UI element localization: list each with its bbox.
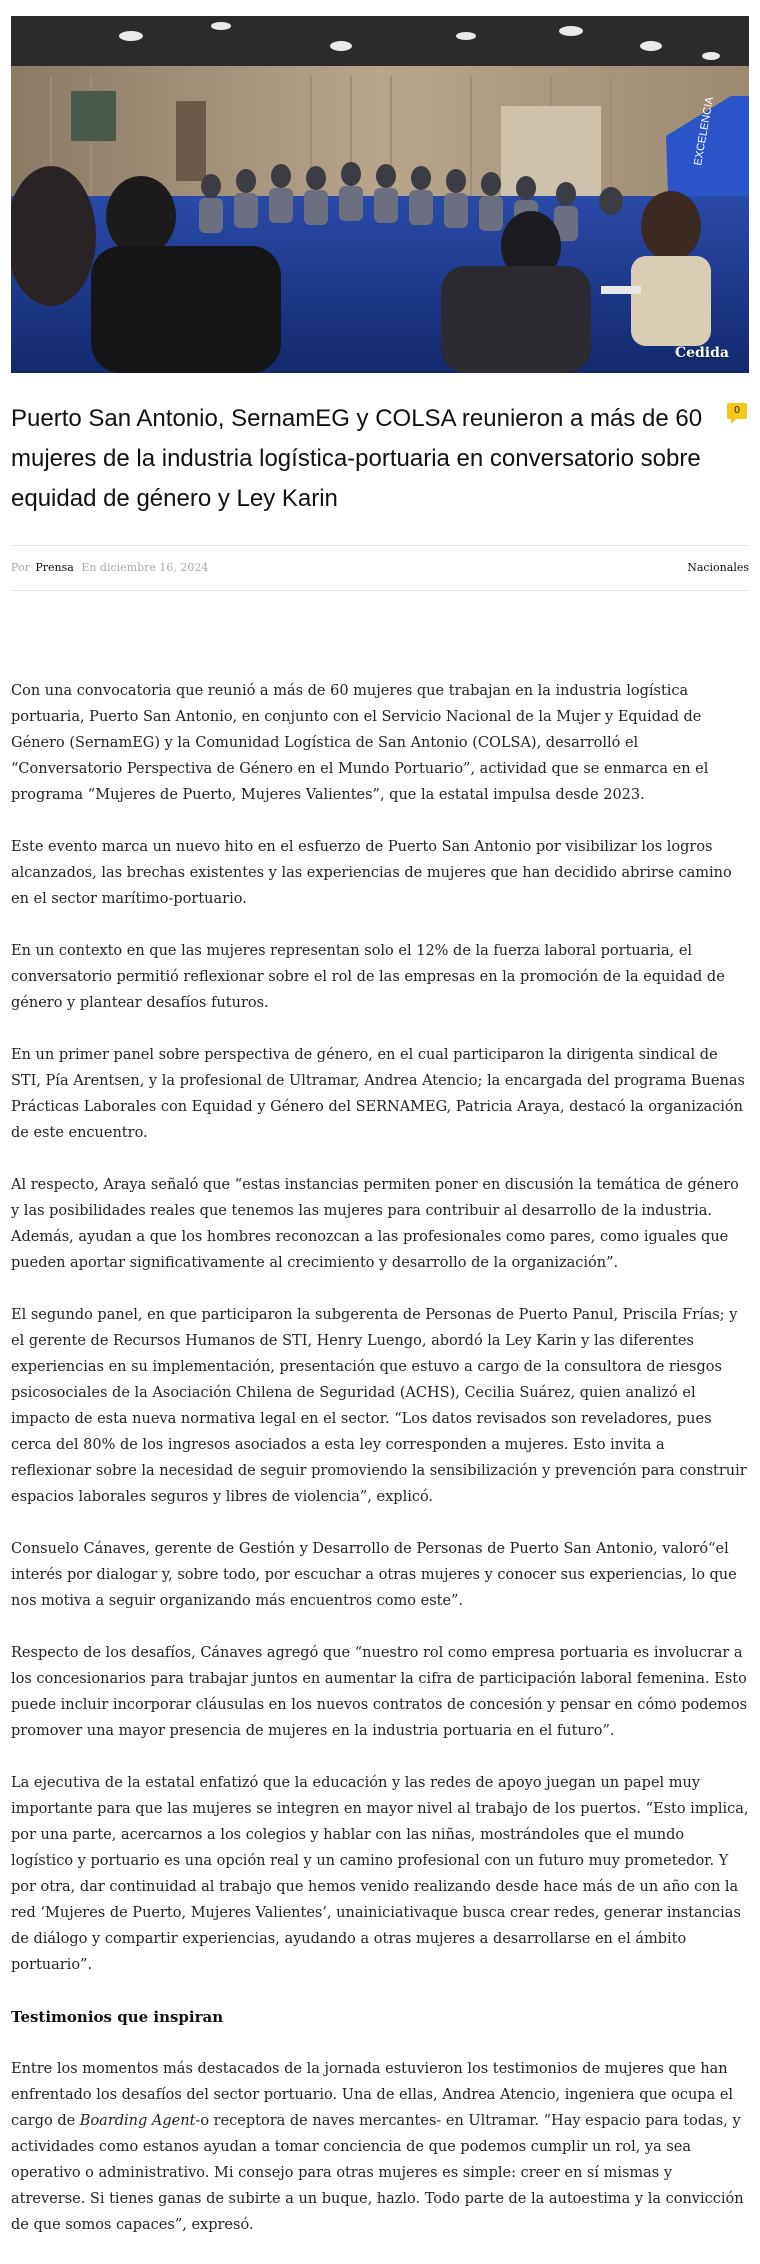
article-container — [11, 16, 749, 2264]
paragraph: Al respecto, Araya señaló que “estas instancias permiten poner en discusión la temática de género y las posibilidades reales que tenemos las mujeres para contribuir al desarrollo de la industria. Además, ayudan a que los hombres reconozcan a las profesionales como pares, como iguales que pueden aportar significativamente al crecimiento y desarrollo de la organización”. — [11, 1177, 739, 1271]
paragraph: Respecto de los desafíos, Cánaves agregó que “nuestro rol como empresa portuaria es involucrar a los concesionarios para trabajar juntos en aumentar la cifra de participación laboral femenina. Esto puede incluir incorporar cláusulas en los nuevos contratos de concesión y pensar en cómo podemos promover una mayor presencia de mujeres en la industria portuaria en el futuro”. — [11, 1645, 748, 1739]
by-label: Por — [11, 561, 30, 574]
section-subheading: Testimonios que inspiran — [11, 2008, 224, 2026]
article-meta — [11, 545, 749, 591]
paragraph: En un contexto en que las mujeres representan solo el 12% de la fuerza laboral portuaria, el conversatorio permitió reflexionar sobre el rol de las empresas en la promoción de la equidad de género y plantear desafíos futuros. — [11, 943, 725, 1011]
paragraph — [11, 2056, 749, 2238]
paragraph: En un primer panel sobre perspectiva de género, en el cual participaron la dirigenta sindical de STI, Pía Arentsen, y la profesional de Ultramar, Andrea Atencio; la encargada del programa Buenas Prácticas Laborales con Equidad y Género del SERNAMEG, Patricia Araya, destacó la organización de este encuentro. — [11, 1047, 745, 1141]
article-title: Puerto San Antonio, SernamEG y COLSA reunieron a más de 60 mujeres de la industria logística-portuaria en conversatorio sobre equidad de género y Ley Karin — [11, 405, 703, 512]
conference-photo-illustration — [11, 16, 749, 373]
paragraph: Este evento marca un nuevo hito en el esfuerzo de Puerto San Antonio por visibilizar los logros alcanzados, las brechas existentes y las experiencias de mujeres que han decidido abrirse camino en el sector marítimo-portuario. — [11, 839, 732, 907]
author-link[interactable]: Prensa — [35, 561, 74, 574]
article-body — [11, 678, 749, 2238]
publish-date: En diciembre 16, 2024 — [81, 561, 209, 574]
paragraph: Consuelo Cánaves, gerente de Gestión y Desarrollo de Personas de Puerto San Antonio, valoró“el interés por dialogar y, sobre todo, por escuchar a otras mujeres y conocer sus experiencias, lo que nos motiva a seguir organizando más encuentros como este”. — [11, 1541, 737, 1609]
paragraph-text: -o receptora de naves mercantes- en Ultramar. “Hay espacio para todas, y actividades como estanos ayudan a tomar conciencia de que podemos cumplir un rol, ya sea operativo o administrativo. Mi consejo para otras mujeres es simple: creer en sí mismas y atreverse. Si tienes ganas de subirte a un buque, hazlo. Todo parte de la autoestima y la convicción de que somos capaces”, expresó. — [11, 2113, 744, 2233]
paragraph: Con una convocatoria que reunió a más de 60 mujeres que trabajan en la industria logística portuaria, Puerto San Antonio, en conjunto con el Servicio Nacional de la Mujer y Equidad de Género (SernamEG) y la Comunidad Logística de San Antonio (COLSA), desarrolló el “Conversatorio Perspectiva de Género en el Mundo Portuario”, actividad que se enmarca en el programa “Mujeres de Puerto, Mujeres Valientes”, que la estatal impulsa desde 2023. — [11, 683, 709, 803]
emphasized-term: Boarding Agent — [79, 2113, 196, 2129]
photo-credit: Cedida — [674, 345, 729, 361]
title-row — [11, 399, 749, 519]
banner-text: EXCELENCIA — [692, 95, 717, 167]
paragraph: La ejecutiva de la estatal enfatizó que la educación y las redes de apoyo juegan un papel muy importante para que las mujeres se integren en mayor nivel al trabajo de los puertos. “Esto implica, por una parte, acercarnos a los colegios y hablar con las niñas, mostrándoles que el mundo logístico y portuario es una opción real y un camino profesional con un futuro muy prometedor. Y por otra, dar continuidad al trabajo que hemos venido realizando desde hace más de un año con la red ‘Mujeres de Puerto, Mujeres Valientes’, unainiciativaque busca crear redes, generar instancias de diálogo y compartir experiencias, ayudando a otras mujeres a desarrollarse en el ámbito portuario”. — [11, 1775, 749, 1973]
comment-count-badge[interactable]: 0 — [727, 403, 747, 419]
paragraph-text: Entre los momentos más destacados de la jornada estuvieron los testimonios de mujeres que han enfrentado los desafíos del sector portuario. Una de ellas, Andrea Atencio, ingeniera que ocupa el cargo de — [11, 2061, 734, 2129]
category-link[interactable]: Nacionales — [687, 561, 749, 574]
hero-photo — [11, 16, 749, 373]
paragraph: El segundo panel, en que participaron la subgerenta de Personas de Puerto Panul, Priscila Frías; y el gerente de Recursos Humanos de STI, Henry Luengo, abordó la Ley Karin y las diferentes experiencias en su implementación, presentación que estuvo a cargo de la consultora de riesgos psicosociales de la Asociación Chilena de Seguridad (ACHS), Cecilia Suárez, quien analizó el impacto de esta nueva normativa legal en el sector. “Los datos revisados son reveladores, pues cerca del 80% de los ingresos asociados a esta ley corresponden a mujeres. Esto invita a reflexionar sobre la necesidad de seguir promoviendo la sensibilización y prevención para construir espacios laborales seguros y libres de violencia”, explicó. — [11, 1307, 747, 1505]
